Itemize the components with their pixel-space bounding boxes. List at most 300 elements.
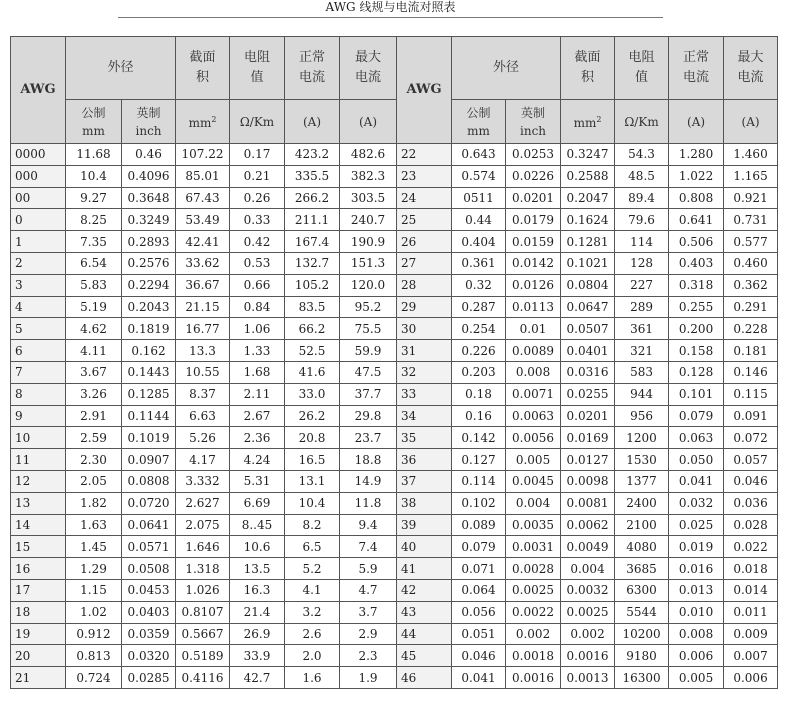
left-metric-mm-cell: 0.813 <box>66 645 122 667</box>
left-resistance-cell: 0.53 <box>230 252 285 274</box>
right-imperial-inch-cell: 0.0159 <box>506 231 561 253</box>
left-area-mm2-cell: 6.63 <box>176 405 230 427</box>
right-resistance-cell: 1200 <box>615 427 669 449</box>
left-imperial-inch-cell: 0.0453 <box>122 579 176 601</box>
right-area-mm2-cell: 0.0081 <box>561 492 615 514</box>
left-normal-current-cell: 423.2 <box>285 144 340 166</box>
right-max-current-cell: 1.165 <box>724 165 778 187</box>
left-metric-mm-cell: 2.30 <box>66 449 122 471</box>
left-imperial-inch-cell: 0.1144 <box>122 405 176 427</box>
right-awg-cell: 27 <box>397 252 452 274</box>
right-area-mm2-cell: 0.1281 <box>561 231 615 253</box>
right-area-mm2-cell: 0.0013 <box>561 667 615 689</box>
right-metric-mm-cell: 0.064 <box>452 579 506 601</box>
left-resistance-cell: 26.9 <box>230 623 285 645</box>
right-normal-current-cell: 0.200 <box>669 318 724 340</box>
right-normal-current-cell: 0.041 <box>669 470 724 492</box>
header-metric: 公制 mm <box>66 100 122 144</box>
left-metric-mm-cell: 5.19 <box>66 296 122 318</box>
left-awg-cell: 000 <box>11 165 66 187</box>
left-normal-current-cell: 105.2 <box>285 274 340 296</box>
right-normal-current-cell: 0.019 <box>669 536 724 558</box>
header-max-unit: (A) <box>340 100 397 144</box>
right-normal-current-cell: 0.641 <box>669 209 724 231</box>
left-imperial-inch-cell: 0.2893 <box>122 231 176 253</box>
right-normal-current-cell: 0.506 <box>669 231 724 253</box>
right-awg-cell: 36 <box>397 449 452 471</box>
left-metric-mm-cell: 2.05 <box>66 470 122 492</box>
left-awg-cell: 7 <box>11 361 66 383</box>
right-normal-current-cell: 0.128 <box>669 361 724 383</box>
left-max-current-cell: 2.9 <box>340 623 397 645</box>
right-resistance-cell: 48.5 <box>615 165 669 187</box>
right-awg-cell: 35 <box>397 427 452 449</box>
table-row <box>11 252 778 274</box>
left-area-mm2-cell: 42.41 <box>176 231 230 253</box>
header-metric-right: 公制 mm <box>452 100 506 144</box>
left-awg-cell: 6 <box>11 340 66 362</box>
left-resistance-cell: 6.69 <box>230 492 285 514</box>
right-area-mm2-cell: 0.0098 <box>561 470 615 492</box>
right-max-current-cell: 0.181 <box>724 340 778 362</box>
left-max-current-cell: 3.7 <box>340 601 397 623</box>
left-max-current-cell: 2.3 <box>340 645 397 667</box>
right-imperial-inch-cell: 0.0179 <box>506 209 561 231</box>
right-max-current-cell: 0.921 <box>724 187 778 209</box>
header-resistance-unit-right: Ω/Km <box>615 100 669 144</box>
header-normal-current-right: 正常 电流 <box>669 37 724 100</box>
left-max-current-cell: 382.3 <box>340 165 397 187</box>
left-metric-mm-cell: 9.27 <box>66 187 122 209</box>
right-imperial-inch-cell: 0.0025 <box>506 579 561 601</box>
left-resistance-cell: 0.42 <box>230 231 285 253</box>
left-max-current-cell: 7.4 <box>340 536 397 558</box>
left-resistance-cell: 10.6 <box>230 536 285 558</box>
right-area-mm2-cell: 0.3247 <box>561 144 615 166</box>
right-resistance-cell: 54.3 <box>615 144 669 166</box>
right-area-mm2-cell: 0.0032 <box>561 579 615 601</box>
right-normal-current-cell: 1.022 <box>669 165 724 187</box>
table-row <box>11 623 778 645</box>
right-max-current-cell: 0.057 <box>724 449 778 471</box>
left-imperial-inch-cell: 0.0571 <box>122 536 176 558</box>
right-imperial-inch-cell: 0.0022 <box>506 601 561 623</box>
header-resistance-right: 电阻 值 <box>615 37 669 100</box>
left-normal-current-cell: 41.6 <box>285 361 340 383</box>
table-row <box>11 209 778 231</box>
left-normal-current-cell: 2.6 <box>285 623 340 645</box>
right-metric-mm-cell: 0.089 <box>452 514 506 536</box>
right-area-mm2-cell: 0.0401 <box>561 340 615 362</box>
left-max-current-cell: 75.5 <box>340 318 397 340</box>
right-resistance-cell: 289 <box>615 296 669 318</box>
left-normal-current-cell: 167.4 <box>285 231 340 253</box>
left-metric-mm-cell: 1.29 <box>66 558 122 580</box>
right-max-current-cell: 0.018 <box>724 558 778 580</box>
right-normal-current-cell: 0.008 <box>669 623 724 645</box>
right-normal-current-cell: 0.032 <box>669 492 724 514</box>
table-row <box>11 536 778 558</box>
left-awg-cell: 20 <box>11 645 66 667</box>
right-max-current-cell: 1.460 <box>724 144 778 166</box>
left-imperial-inch-cell: 0.0641 <box>122 514 176 536</box>
right-resistance-cell: 1530 <box>615 449 669 471</box>
right-resistance-cell: 79.6 <box>615 209 669 231</box>
left-metric-mm-cell: 10.4 <box>66 165 122 187</box>
right-metric-mm-cell: 0.254 <box>452 318 506 340</box>
right-resistance-cell: 114 <box>615 231 669 253</box>
left-area-mm2-cell: 36.67 <box>176 274 230 296</box>
right-area-mm2-cell: 0.2588 <box>561 165 615 187</box>
right-imperial-inch-cell: 0.0126 <box>506 274 561 296</box>
header-imperial: 英制 inch <box>122 100 176 144</box>
right-metric-mm-cell: 0.056 <box>452 601 506 623</box>
table-row <box>11 449 778 471</box>
awg-table <box>10 36 778 689</box>
left-area-mm2-cell: 16.77 <box>176 318 230 340</box>
left-area-mm2-cell: 0.5189 <box>176 645 230 667</box>
right-awg-cell: 22 <box>397 144 452 166</box>
left-awg-cell: 4 <box>11 296 66 318</box>
right-max-current-cell: 0.460 <box>724 252 778 274</box>
right-normal-current-cell: 0.025 <box>669 514 724 536</box>
right-area-mm2-cell: 0.2047 <box>561 187 615 209</box>
left-max-current-cell: 11.8 <box>340 492 397 514</box>
table-row <box>11 231 778 253</box>
right-area-mm2-cell: 0.1624 <box>561 209 615 231</box>
left-resistance-cell: 2.36 <box>230 427 285 449</box>
left-resistance-cell: 0.33 <box>230 209 285 231</box>
left-max-current-cell: 4.7 <box>340 579 397 601</box>
left-normal-current-cell: 13.1 <box>285 470 340 492</box>
right-area-mm2-cell: 0.1021 <box>561 252 615 274</box>
left-normal-current-cell: 20.8 <box>285 427 340 449</box>
header-normal-unit: (A) <box>285 100 340 144</box>
right-normal-current-cell: 0.158 <box>669 340 724 362</box>
left-resistance-cell: 0.66 <box>230 274 285 296</box>
left-metric-mm-cell: 0.724 <box>66 667 122 689</box>
left-area-mm2-cell: 10.55 <box>176 361 230 383</box>
right-normal-current-cell: 0.010 <box>669 601 724 623</box>
right-max-current-cell: 0.731 <box>724 209 778 231</box>
table-row <box>11 165 778 187</box>
left-imperial-inch-cell: 0.3249 <box>122 209 176 231</box>
right-resistance-cell: 6300 <box>615 579 669 601</box>
right-awg-cell: 46 <box>397 667 452 689</box>
left-max-current-cell: 37.7 <box>340 383 397 405</box>
right-resistance-cell: 583 <box>615 361 669 383</box>
left-normal-current-cell: 10.4 <box>285 492 340 514</box>
right-awg-cell: 28 <box>397 274 452 296</box>
left-area-mm2-cell: 13.3 <box>176 340 230 362</box>
right-resistance-cell: 5544 <box>615 601 669 623</box>
left-imperial-inch-cell: 0.1443 <box>122 361 176 383</box>
left-imperial-inch-cell: 0.0720 <box>122 492 176 514</box>
right-resistance-cell: 227 <box>615 274 669 296</box>
left-awg-cell: 18 <box>11 601 66 623</box>
header-normal-unit-right: (A) <box>669 100 724 144</box>
left-awg-cell: 5 <box>11 318 66 340</box>
table-row <box>11 470 778 492</box>
table-row <box>11 187 778 209</box>
left-imperial-inch-cell: 0.0403 <box>122 601 176 623</box>
right-metric-mm-cell: 0.643 <box>452 144 506 166</box>
right-imperial-inch-cell: 0.01 <box>506 318 561 340</box>
right-area-mm2-cell: 0.0169 <box>561 427 615 449</box>
right-metric-mm-cell: 0.051 <box>452 623 506 645</box>
left-metric-mm-cell: 4.11 <box>66 340 122 362</box>
left-imperial-inch-cell: 0.0508 <box>122 558 176 580</box>
left-area-mm2-cell: 0.8107 <box>176 601 230 623</box>
header-max-current-right: 最大 电流 <box>724 37 778 100</box>
right-awg-cell: 23 <box>397 165 452 187</box>
left-metric-mm-cell: 1.45 <box>66 536 122 558</box>
left-max-current-cell: 47.5 <box>340 361 397 383</box>
right-awg-cell: 32 <box>397 361 452 383</box>
left-max-current-cell: 240.7 <box>340 209 397 231</box>
left-area-mm2-cell: 5.26 <box>176 427 230 449</box>
left-imperial-inch-cell: 0.2043 <box>122 296 176 318</box>
left-metric-mm-cell: 11.68 <box>66 144 122 166</box>
left-resistance-cell: 21.4 <box>230 601 285 623</box>
right-area-mm2-cell: 0.0127 <box>561 449 615 471</box>
table-row <box>11 340 778 362</box>
right-metric-mm-cell: 0.18 <box>452 383 506 405</box>
left-area-mm2-cell: 21.15 <box>176 296 230 318</box>
right-area-mm2-cell: 0.0025 <box>561 601 615 623</box>
right-max-current-cell: 0.011 <box>724 601 778 623</box>
right-normal-current-cell: 0.063 <box>669 427 724 449</box>
left-awg-cell: 17 <box>11 579 66 601</box>
right-normal-current-cell: 0.013 <box>669 579 724 601</box>
right-max-current-cell: 0.014 <box>724 579 778 601</box>
header-max-unit-right: (A) <box>724 100 778 144</box>
table-row <box>11 645 778 667</box>
right-metric-mm-cell: 0.361 <box>452 252 506 274</box>
left-imperial-inch-cell: 0.4096 <box>122 165 176 187</box>
right-max-current-cell: 0.115 <box>724 383 778 405</box>
right-max-current-cell: 0.022 <box>724 536 778 558</box>
right-resistance-cell: 944 <box>615 383 669 405</box>
right-resistance-cell: 4080 <box>615 536 669 558</box>
right-metric-mm-cell: 0.102 <box>452 492 506 514</box>
right-normal-current-cell: 0.808 <box>669 187 724 209</box>
right-metric-mm-cell: 0.071 <box>452 558 506 580</box>
right-metric-mm-cell: 0.114 <box>452 470 506 492</box>
left-awg-cell: 13 <box>11 492 66 514</box>
table-row <box>11 383 778 405</box>
header-area-unit-right: $mm^2$ <box>561 100 615 144</box>
left-imperial-inch-cell: 0.1285 <box>122 383 176 405</box>
left-max-current-cell: 303.5 <box>340 187 397 209</box>
right-resistance-cell: 9180 <box>615 645 669 667</box>
right-resistance-cell: 2100 <box>615 514 669 536</box>
left-normal-current-cell: 1.6 <box>285 667 340 689</box>
left-metric-mm-cell: 2.91 <box>66 405 122 427</box>
right-area-mm2-cell: 0.0647 <box>561 296 615 318</box>
right-area-mm2-cell: 0.0804 <box>561 274 615 296</box>
right-awg-cell: 26 <box>397 231 452 253</box>
right-imperial-inch-cell: 0.0056 <box>506 427 561 449</box>
left-area-mm2-cell: 1.026 <box>176 579 230 601</box>
right-awg-cell: 45 <box>397 645 452 667</box>
left-area-mm2-cell: 85.01 <box>176 165 230 187</box>
table-row <box>11 274 778 296</box>
right-max-current-cell: 0.007 <box>724 645 778 667</box>
left-resistance-cell: 5.31 <box>230 470 285 492</box>
left-awg-cell: 0000 <box>11 144 66 166</box>
right-awg-cell: 39 <box>397 514 452 536</box>
right-area-mm2-cell: 0.0016 <box>561 645 615 667</box>
left-resistance-cell: 1.06 <box>230 318 285 340</box>
left-max-current-cell: 190.9 <box>340 231 397 253</box>
left-awg-cell: 11 <box>11 449 66 471</box>
right-awg-cell: 42 <box>397 579 452 601</box>
right-imperial-inch-cell: 0.002 <box>506 623 561 645</box>
table-row <box>11 427 778 449</box>
right-area-mm2-cell: 0.0316 <box>561 361 615 383</box>
left-max-current-cell: 9.4 <box>340 514 397 536</box>
left-resistance-cell: 0.26 <box>230 187 285 209</box>
left-metric-mm-cell: 2.59 <box>66 427 122 449</box>
right-max-current-cell: 0.028 <box>724 514 778 536</box>
left-normal-current-cell: 83.5 <box>285 296 340 318</box>
page-title: AWG 线规与电流对照表 <box>118 0 663 18</box>
left-imperial-inch-cell: 0.0359 <box>122 623 176 645</box>
right-normal-current-cell: 1.280 <box>669 144 724 166</box>
right-metric-mm-cell: 0.046 <box>452 645 506 667</box>
left-normal-current-cell: 335.5 <box>285 165 340 187</box>
header-area: 截面 积 <box>176 37 230 100</box>
right-imperial-inch-cell: 0.0089 <box>506 340 561 362</box>
right-imperial-inch-cell: 0.0016 <box>506 667 561 689</box>
right-metric-mm-cell: 0.079 <box>452 536 506 558</box>
left-metric-mm-cell: 4.62 <box>66 318 122 340</box>
table-row <box>11 558 778 580</box>
left-area-mm2-cell: 0.4116 <box>176 667 230 689</box>
left-resistance-cell: 2.67 <box>230 405 285 427</box>
left-imperial-inch-cell: 0.3648 <box>122 187 176 209</box>
left-area-mm2-cell: 8.37 <box>176 383 230 405</box>
left-normal-current-cell: 6.5 <box>285 536 340 558</box>
left-area-mm2-cell: 2.627 <box>176 492 230 514</box>
right-max-current-cell: 0.577 <box>724 231 778 253</box>
left-normal-current-cell: 3.2 <box>285 601 340 623</box>
right-metric-mm-cell: 0.287 <box>452 296 506 318</box>
left-normal-current-cell: 4.1 <box>285 579 340 601</box>
header-area-right: 截面 积 <box>561 37 615 100</box>
right-resistance-cell: 128 <box>615 252 669 274</box>
right-max-current-cell: 0.009 <box>724 623 778 645</box>
right-awg-cell: 37 <box>397 470 452 492</box>
left-imperial-inch-cell: 0.1019 <box>122 427 176 449</box>
left-area-mm2-cell: 33.62 <box>176 252 230 274</box>
left-max-current-cell: 29.8 <box>340 405 397 427</box>
left-imperial-inch-cell: 0.0320 <box>122 645 176 667</box>
right-imperial-inch-cell: 0.004 <box>506 492 561 514</box>
right-resistance-cell: 2400 <box>615 492 669 514</box>
left-max-current-cell: 23.7 <box>340 427 397 449</box>
right-max-current-cell: 0.291 <box>724 296 778 318</box>
right-max-current-cell: 0.072 <box>724 427 778 449</box>
right-awg-cell: 29 <box>397 296 452 318</box>
right-resistance-cell: 361 <box>615 318 669 340</box>
left-metric-mm-cell: 6.54 <box>66 252 122 274</box>
right-imperial-inch-cell: 0.005 <box>506 449 561 471</box>
right-area-mm2-cell: 0.0255 <box>561 383 615 405</box>
left-max-current-cell: 14.9 <box>340 470 397 492</box>
right-metric-mm-cell: 0.404 <box>452 231 506 253</box>
right-normal-current-cell: 0.403 <box>669 252 724 274</box>
left-max-current-cell: 95.2 <box>340 296 397 318</box>
right-imperial-inch-cell: 0.0201 <box>506 187 561 209</box>
header-area-unit: $mm^2$ <box>176 100 230 144</box>
left-metric-mm-cell: 1.02 <box>66 601 122 623</box>
table-body <box>11 144 778 689</box>
right-metric-mm-cell: 0.16 <box>452 405 506 427</box>
right-normal-current-cell: 0.101 <box>669 383 724 405</box>
left-resistance-cell: 4.24 <box>230 449 285 471</box>
right-imperial-inch-cell: 0.0063 <box>506 405 561 427</box>
header-awg-right: AWG <box>397 37 452 144</box>
left-metric-mm-cell: 8.25 <box>66 209 122 231</box>
right-awg-cell: 38 <box>397 492 452 514</box>
left-area-mm2-cell: 107.22 <box>176 144 230 166</box>
left-normal-current-cell: 33.0 <box>285 383 340 405</box>
left-max-current-cell: 1.9 <box>340 667 397 689</box>
right-max-current-cell: 0.036 <box>724 492 778 514</box>
right-metric-mm-cell: 0.44 <box>452 209 506 231</box>
right-normal-current-cell: 0.079 <box>669 405 724 427</box>
left-resistance-cell: 33.9 <box>230 645 285 667</box>
left-awg-cell: 16 <box>11 558 66 580</box>
left-resistance-cell: 0.17 <box>230 144 285 166</box>
left-imperial-inch-cell: 0.162 <box>122 340 176 362</box>
right-metric-mm-cell: 0.142 <box>452 427 506 449</box>
header-max-current: 最大 电流 <box>340 37 397 100</box>
right-max-current-cell: 0.046 <box>724 470 778 492</box>
right-resistance-cell: 10200 <box>615 623 669 645</box>
right-awg-cell: 25 <box>397 209 452 231</box>
right-normal-current-cell: 0.318 <box>669 274 724 296</box>
left-max-current-cell: 18.8 <box>340 449 397 471</box>
left-awg-cell: 14 <box>11 514 66 536</box>
left-resistance-cell: 42.7 <box>230 667 285 689</box>
right-imperial-inch-cell: 0.0018 <box>506 645 561 667</box>
right-resistance-cell: 1377 <box>615 470 669 492</box>
right-awg-cell: 30 <box>397 318 452 340</box>
right-max-current-cell: 0.228 <box>724 318 778 340</box>
right-imperial-inch-cell: 0.0045 <box>506 470 561 492</box>
left-resistance-cell: 1.68 <box>230 361 285 383</box>
table-row <box>11 296 778 318</box>
right-metric-mm-cell: 0.041 <box>452 667 506 689</box>
right-awg-cell: 24 <box>397 187 452 209</box>
left-normal-current-cell: 26.2 <box>285 405 340 427</box>
left-area-mm2-cell: 67.43 <box>176 187 230 209</box>
table-row <box>11 492 778 514</box>
left-awg-cell: 1 <box>11 231 66 253</box>
left-area-mm2-cell: 3.332 <box>176 470 230 492</box>
header-outer-diameter: 外径 <box>66 37 176 100</box>
left-awg-cell: 12 <box>11 470 66 492</box>
right-metric-mm-cell: 0.574 <box>452 165 506 187</box>
right-area-mm2-cell: 0.002 <box>561 623 615 645</box>
table-row <box>11 579 778 601</box>
right-awg-cell: 43 <box>397 601 452 623</box>
header-awg: AWG <box>11 37 66 144</box>
right-normal-current-cell: 0.255 <box>669 296 724 318</box>
